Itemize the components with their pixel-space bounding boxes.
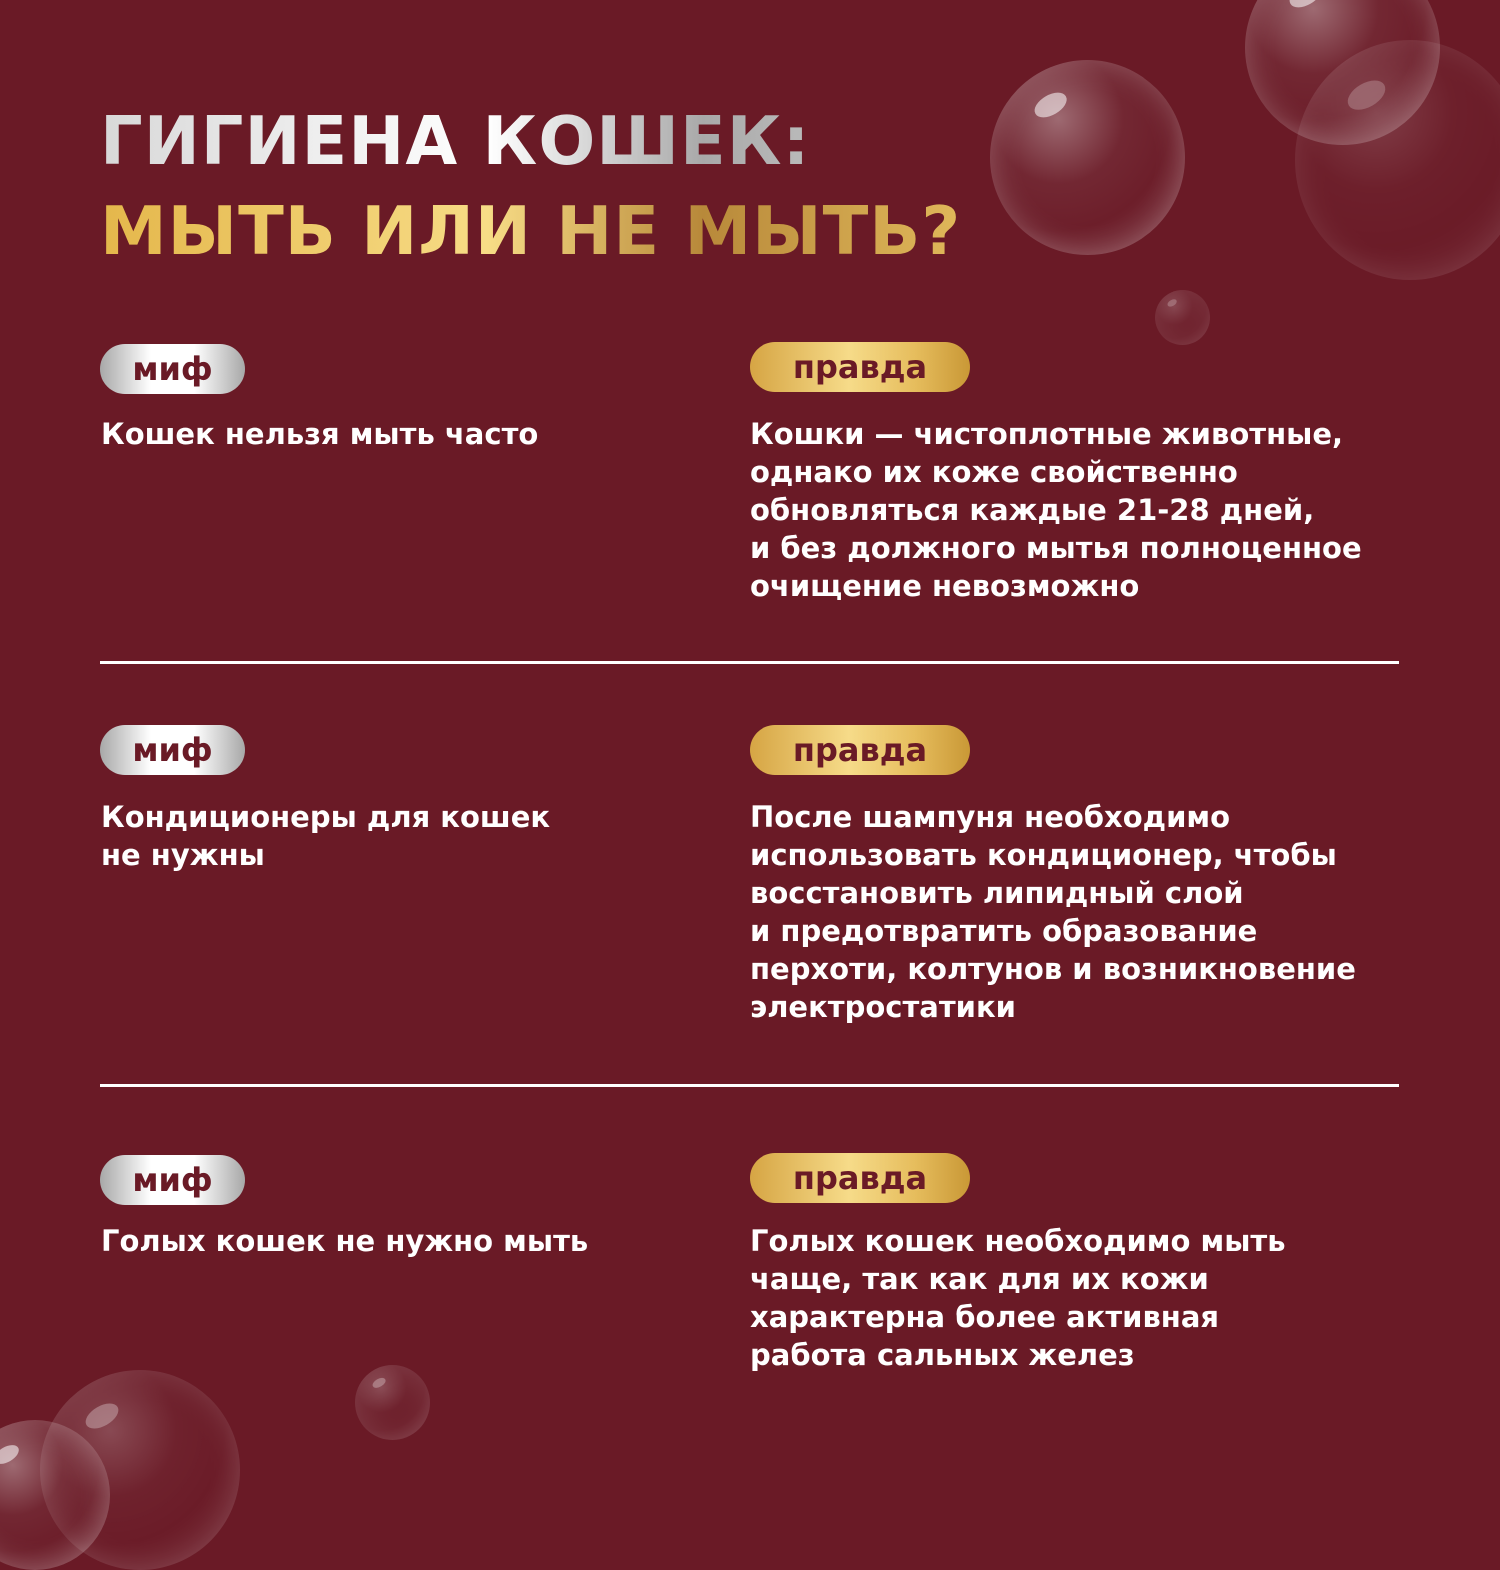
myth-text [101,798,661,874]
truth-badge: правда [750,1153,970,1203]
bubble-decoration [990,60,1185,255]
text-line: Голых кошек не нужно мыть [101,1224,589,1258]
text-line: однако их коже свойственно [750,455,1238,489]
myth-badge: миф [100,344,245,394]
text-line: Кошек нельзя мыть часто [101,417,539,451]
text-line: и предотвратить образование [750,914,1258,948]
text-line: характерна более активная [750,1300,1220,1334]
myth-badge: миф [100,725,245,775]
title-line-1: ГИГИЕНА КОШЕК: [100,96,961,186]
truth-badge: правда [750,342,970,392]
myth-text [101,1222,661,1260]
myth-text [101,415,661,453]
divider [100,1084,1399,1087]
text-line: восстановить липидный слой [750,876,1244,910]
text-line: работа сальных желез [750,1338,1135,1372]
divider [100,661,1399,664]
truth-badge: правда [750,725,970,775]
text-line: и без должного мытья полноценное [750,531,1362,565]
text-line: Кошки — чистоплотные животные, [750,417,1344,451]
text-line: Кондиционеры для кошек [101,800,551,834]
myth-badge: миф [100,1155,245,1205]
text-line: чаще, так как для их кожи [750,1262,1209,1296]
text-line: Голых кошек необходимо мыть [750,1224,1286,1258]
text-line: очищение невозможно [750,569,1140,603]
page-title [100,96,961,276]
text-line: перхоти, колтунов и возникновение [750,952,1356,986]
bubble-decoration [1155,290,1210,345]
title-line-2: МЫТЬ ИЛИ НЕ МЫТЬ? [100,186,961,276]
truth-text [750,798,1430,1026]
text-line: После шампуня необходимо [750,800,1231,834]
truth-text [750,1222,1430,1374]
bubble-decoration [355,1365,430,1440]
truth-text [750,415,1430,605]
text-line: не нужны [101,838,265,872]
text-line: использовать кондиционер, чтобы [750,838,1337,872]
text-line: электростатики [750,990,1016,1024]
text-line: обновляться каждые 21-28 дней, [750,493,1315,527]
